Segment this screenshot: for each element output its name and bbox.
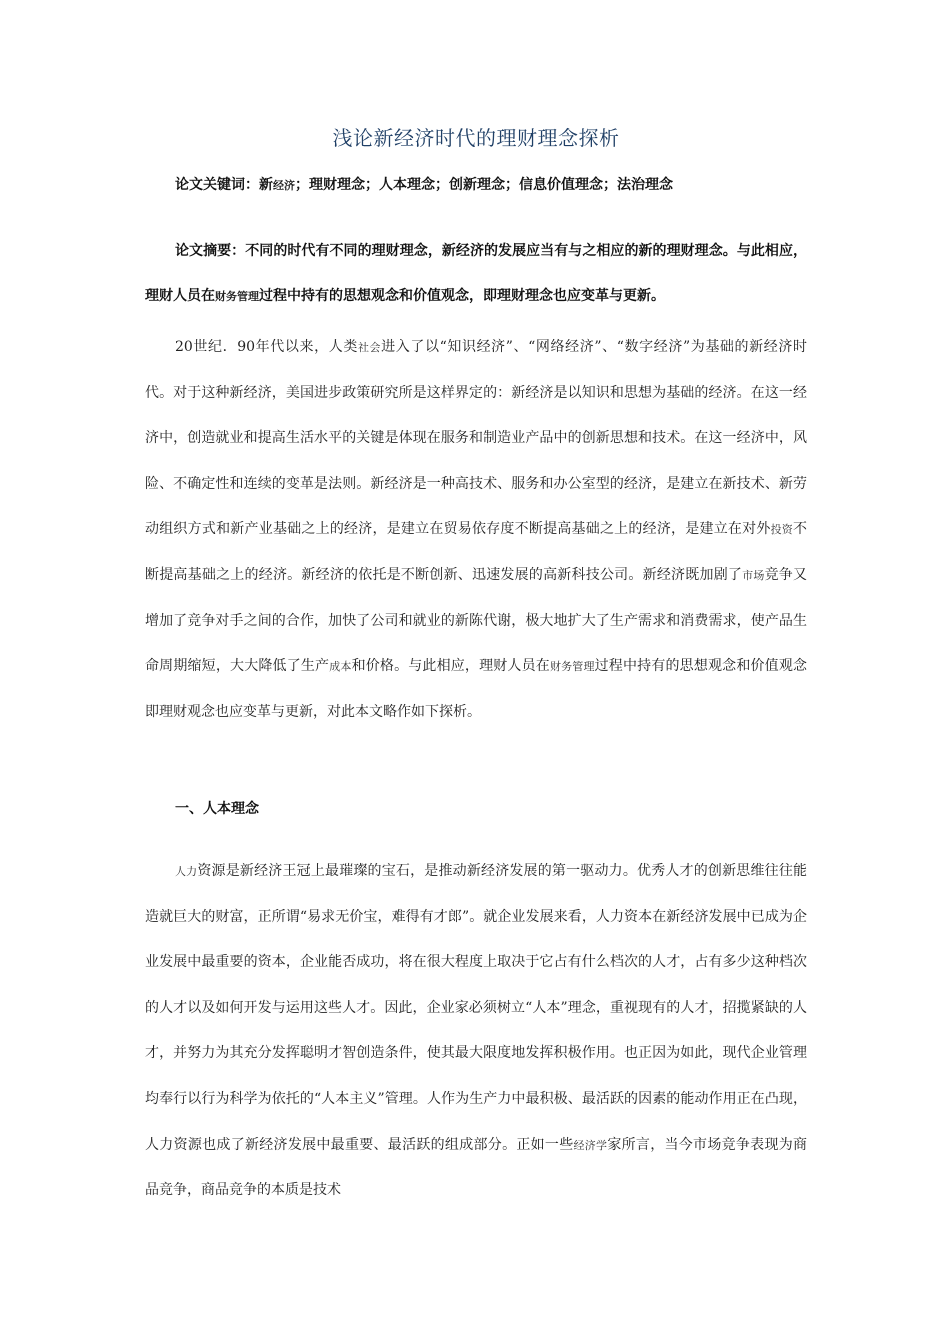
keyword-link-financial-management-2[interactable]: 财务管理: [549, 660, 595, 674]
p1-text-3: 不断提高基础之上的经济。新经济的依托是不断创新、迅速发展的高新科技公司。新经济既加剧了: [145, 521, 807, 583]
keyword-link-market[interactable]: 市场: [742, 568, 765, 582]
p1-text-4: 竞争又增加了竞争对手之间的合作，加快了公司和就业的新陈代谢，极大地扩大了生产需求和消费需求，使产品生命周期缩短，大大降低了生产: [145, 566, 808, 675]
document-title: 浅论新经济时代的理财理念探析: [332, 126, 620, 150]
body-paragraph-1: [145, 325, 807, 735]
keyword-link-economics[interactable]: 经济学: [573, 1138, 608, 1152]
p2-text-2: 家所言，当今市场竞争表现为商品竞争，商品竞争的本质是技术: [145, 1136, 808, 1199]
p1-text-6: 过程中持有的思想观念和价值观念即理财观念也应变革与更新，对此本文略作如下探析。: [145, 658, 808, 720]
keywords-line: [175, 174, 807, 194]
keyword-link-investment[interactable]: 投资: [770, 523, 793, 537]
abstract-text-2: 过程中持有的思想观念和价值观念，即理财理念也应变革与更新。: [259, 288, 665, 304]
abstract-paragraph: [145, 229, 807, 319]
keyword-link-cost[interactable]: 成本: [329, 660, 352, 674]
p1-text-5: 和价格。与此相应，理财人员在: [351, 658, 550, 675]
body-paragraph-2: [145, 849, 807, 1214]
keyword-link-society[interactable]: 社会: [357, 341, 382, 354]
keywords-label: 论文关键词：新: [175, 177, 273, 193]
p1-text-2: 进入了以“知识经济”、“网络经济”、“数字经济”为基础的新经济时代。对于这种新经济，美国进步政策研究所是这样界定的：新经济是以知识和思想为基础的经济。在这一经济中，创造就业和提高生活水平的关键是体现在服务和制造业产品中的创新思想和技术。在这一经济中，风险、不确定性和连续的变革是法则。新经济是一种高技术、服务和办公室型的经济，是建立在新技术、新劳动组织方式和新产业基础之上的经济，是建立在贸易依存度不断提高基础之上的经济，是建立在对外: [145, 339, 807, 538]
keywords-rest: ；理财理念；人本理念；创新理念；信息价值理念；法治理念: [295, 177, 673, 193]
section-heading: 一、人本理念: [175, 801, 259, 817]
p2-text-1: 资源是新经济王冠上最璀璨的宝石，是推动新经济发展的第一驱动力。优秀人才的创新思维往往能造就巨大的财富，正所谓“易求无价宝，难得有才郎”。就企业发展来看，人力资本在新经济发展中已成为企业发展中最重要的资本，企业能否成功，将在很大程度上取决于它占有什么档次的人才，占有多少这种档次的人才以及如何开发与运用这些人才。因此，企业家必须树立“人本”理念，重视现有的人才，招揽紧缺的人才，并努力为其充分发挥聪明才智创造条件，使其最大限度地发挥积极作用。也正因为如此，现代企业管理均奉行以行为科学为依托的“人本主义”管理。人作为生产力中最积极、最活跃的因素的能动作用正在凸现，人力资源也成了新经济发展中最重要、最活跃的组成部分。正如一些: [145, 863, 808, 1153]
keyword-link-economy[interactable]: 经济: [273, 179, 295, 192]
keyword-link-financial-management[interactable]: 财务管理: [215, 290, 259, 303]
abstract-text-1: 论文摘要：不同的时代有不同的理财理念，新经济的发展应当有与之相应的新的理财理念。与此相应，理财人员在: [145, 243, 807, 304]
keyword-link-manpower[interactable]: 人力: [175, 865, 198, 878]
p1-text-1: 20世纪．90年代以来，人类: [175, 339, 358, 355]
